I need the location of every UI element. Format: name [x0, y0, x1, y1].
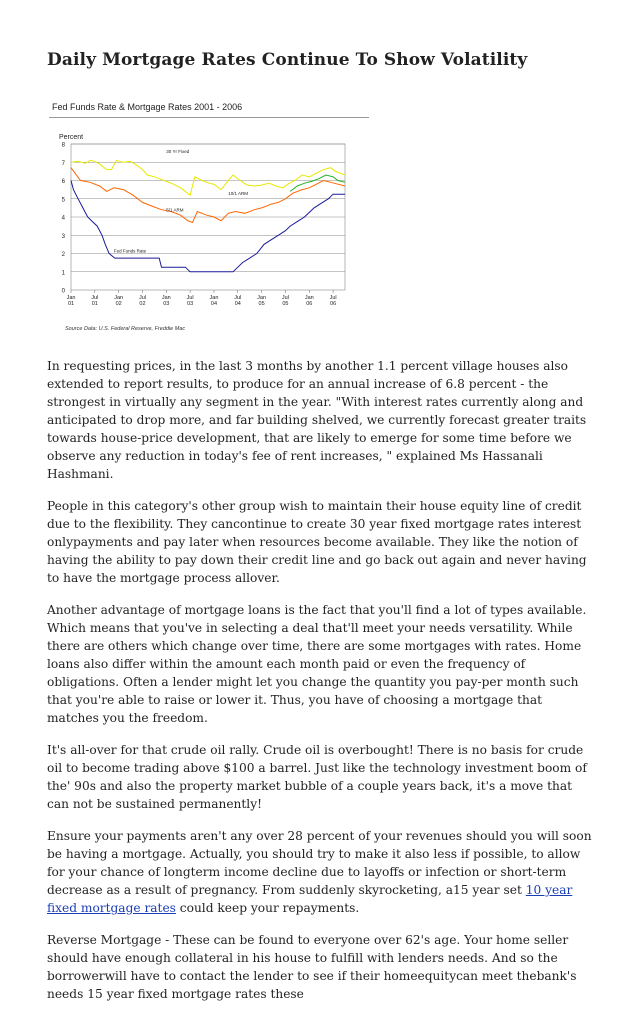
x-tick-label-year: 01	[67, 301, 75, 307]
paragraph-5-end: could keep your repayments.	[175, 901, 360, 915]
x-tick-label-year: 04	[234, 301, 241, 307]
x-tick-label: Jan	[66, 295, 76, 301]
x-tick-label-year: 02	[139, 301, 146, 307]
x-tick-label-year: 05	[282, 301, 289, 307]
x-tick-label: Jan	[209, 295, 219, 301]
paragraph-3: Another advantage of mortgage loans is the fact that you'll find a lot of types available. Which means that you've in selecting a deal that'll meet your needs versatility. While there are others which change over time, there are some mortgages with rates. Home loans also differ within the amount each month paid or even the frequency of obligations. Often a lender might let you change the quantity you pay-per month such that you're able to raise or lower it. Thus, you have of choosing a mortgage that matches you the freedom.	[47, 603, 587, 725]
x-tick-label-year: 01	[91, 301, 98, 307]
x-tick-label: Jul	[329, 295, 337, 301]
x-tick-label: Jan	[304, 295, 314, 301]
series-label-fed-funds-rate: Fed Funds Rate	[113, 248, 147, 254]
x-tick-label: Jul	[91, 295, 99, 301]
article-body	[47, 357, 595, 1017]
x-tick-label-year: 02	[115, 301, 122, 307]
y-tick-label: 4	[61, 215, 65, 222]
x-tick-label: Jul	[234, 295, 242, 301]
paragraph-4: It's all-over for that crude oil rally. Crude oil is overbought! There is no basis for crude oil to become trading above $100 a barrel. Just like the technology investment boom of the' 90s and also the property market bubble of a couple years back, it's a move that can not be sustained permanently!	[47, 743, 587, 811]
y-tick-label: 0	[61, 288, 65, 295]
fixed-mortgage-rates-link[interactable]: 10 year fixed mortgage rates	[47, 883, 573, 915]
series-label-10-1-arm: 10/1 ARM	[228, 191, 249, 197]
mortgage-rates-line-chart	[49, 124, 369, 334]
y-tick-label: 8	[61, 142, 65, 149]
series-label-30-yr-fixed: 30 Yr Fixed	[166, 149, 190, 155]
x-tick-label: Jan	[257, 295, 267, 301]
paragraph-5	[47, 827, 595, 917]
paragraph-5-text: Ensure your payments aren't any over 28 percent of your revenues should you will soon be having a mortgage. Actually, you should try to make it also less if possible, to allow for your chance of longterm income decline due to layoffs or infection or short-term decrease as a result of pregnancy. From suddenly skyrocketing, a15 year set	[47, 829, 592, 897]
y-tick-label: 2	[61, 252, 65, 258]
x-tick-label-year: 06	[306, 301, 313, 307]
y-tick-label: 3	[61, 233, 65, 240]
x-tick-label-year: 04	[210, 301, 218, 307]
paragraph-2: People in this category's other group wish to maintain their house equity line of credit due to the flexibility. They cancontinue to create 30 year fixed mortgage rates interest onlypayments and pay later when resources become available. They like the notion of having the ability to pay down their credit line and go back out again and never having to have the mortgage process allover.	[47, 499, 587, 585]
y-axis-label: Percent	[59, 134, 84, 141]
x-tick-label-year: 03	[187, 301, 194, 307]
chart-title: Fed Funds Rate & Mortgage Rates 2001 - 2006	[52, 102, 243, 112]
y-tick-label: 7	[61, 160, 65, 167]
chart-source-note: Source Data: U.S. Federal Reserve, Freddie Mac	[65, 326, 186, 332]
x-tick-label-year: 03	[163, 301, 170, 307]
paragraph-6: Reverse Mortgage - These can be found to everyone over 62's age. Your home seller should have enough collateral in his house to fulfill with lenders needs. And so the borrowerwill have to contact the lender to see if their homeequitycan meet thebank's needs 15 year fixed mortgage rates these	[47, 933, 577, 1001]
x-tick-label: Jul	[186, 295, 194, 301]
series-label-5-1-arm: 5/1 ARM	[166, 207, 184, 213]
x-tick-label-year: 05	[258, 301, 265, 307]
paragraph-1: In requesting prices, in the last 3 months by another 1.1 percent village houses also extended to report results, to produce for an annual increase of 6.8 percent - the strongest in virtually any segment in the year. "With interest rates currently along and anticipated to drop more, and far building shelved, we currently forecast greater traits towards house-price development, that are likely to emerge for some time before we observe any reduction in today's fee of rent increases, " explained Ms Hassanali Hashmani.	[47, 359, 587, 481]
x-tick-label: Jul	[281, 295, 289, 301]
chart-figure	[49, 102, 369, 334]
chart-title-rule	[49, 117, 369, 118]
y-tick-label: 1	[61, 270, 65, 277]
x-tick-label: Jan	[114, 295, 124, 301]
y-tick-label: 5	[61, 197, 65, 204]
x-tick-label: Jul	[138, 295, 146, 301]
x-tick-label: Jan	[161, 295, 171, 301]
page-title: Daily Mortgage Rates Continue To Show Volatility	[47, 50, 528, 70]
y-tick-label: 6	[61, 179, 65, 185]
x-tick-label-year: 06	[330, 301, 337, 307]
